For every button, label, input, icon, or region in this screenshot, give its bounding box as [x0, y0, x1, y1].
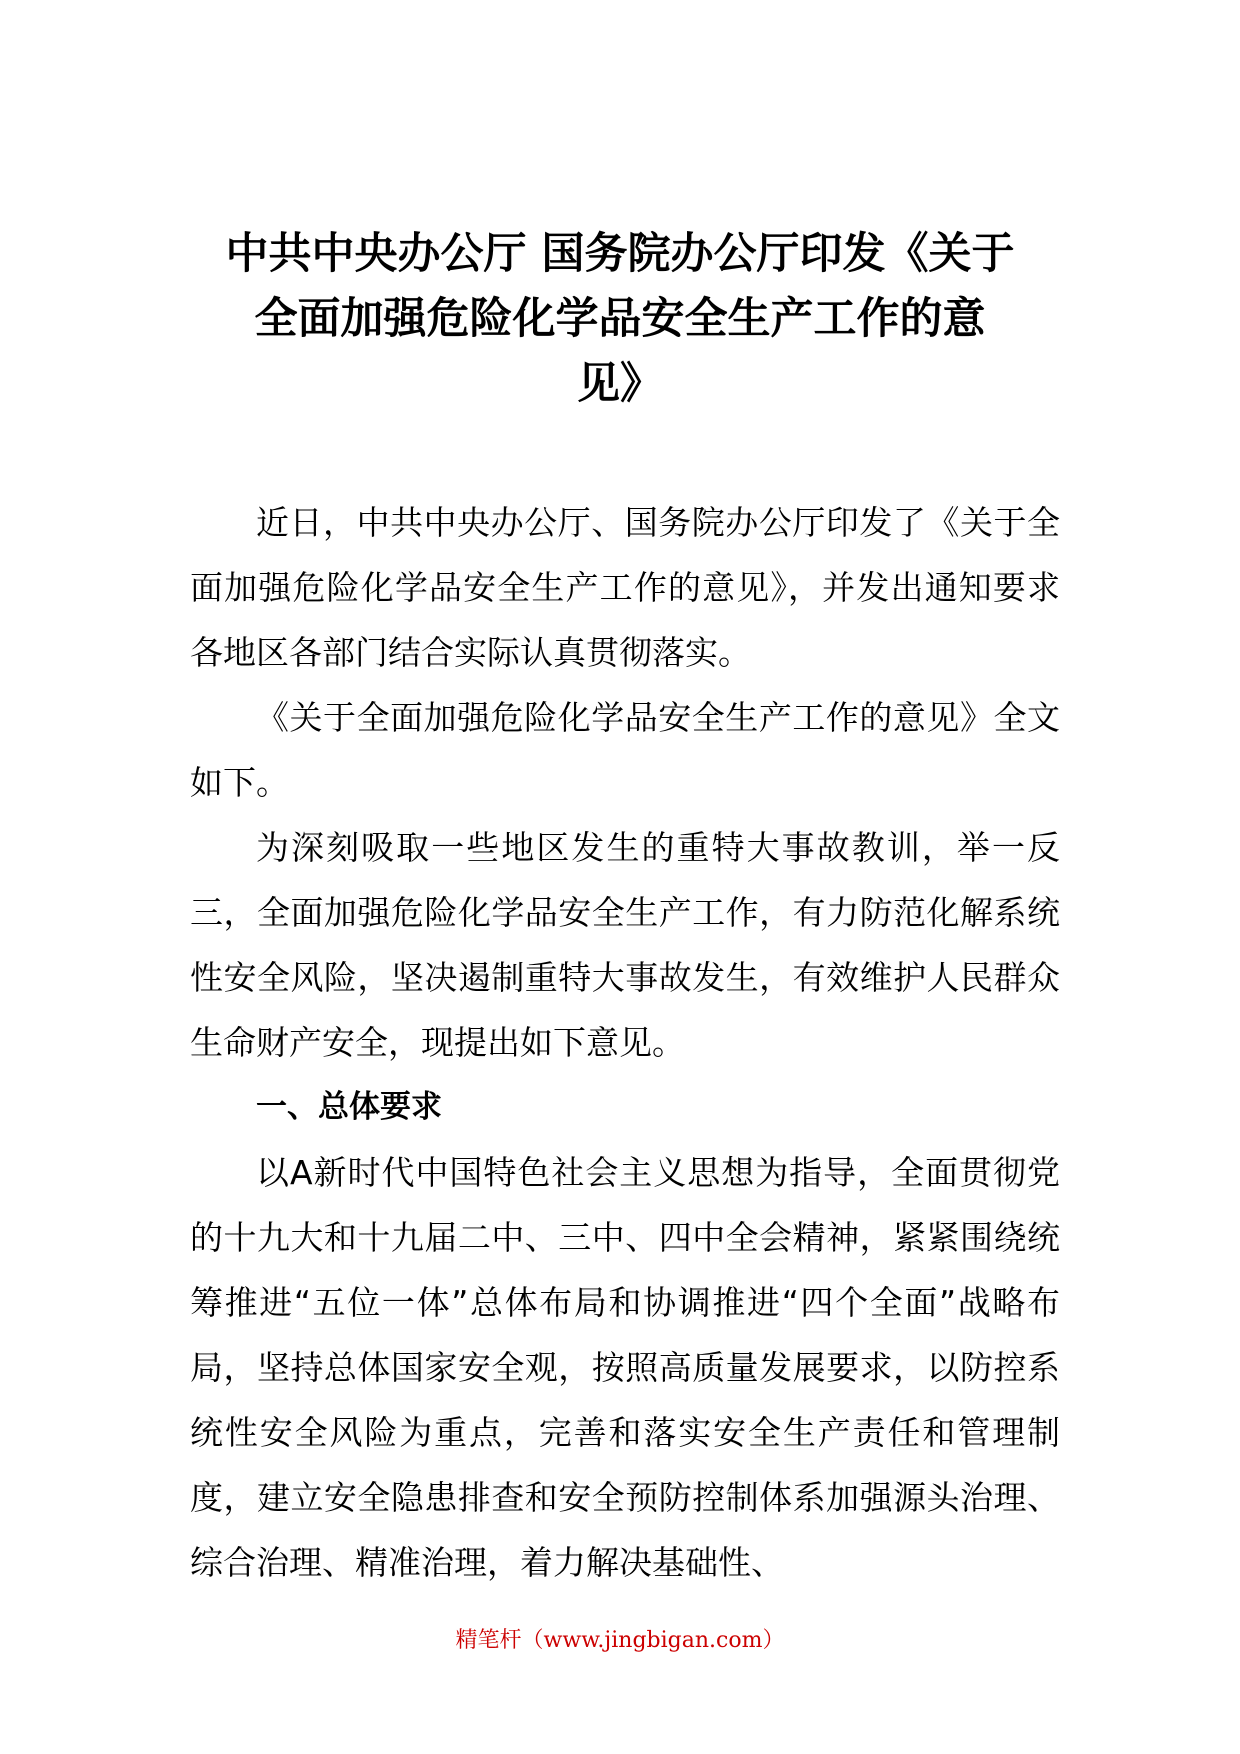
- section-heading-general-requirements: 一、总体要求: [256, 1089, 442, 1125]
- paragraph-guiding-thought: 以A新时代中国特色社会主义思想为指导，全面贯彻党的十九大和十九届二中、三中、四中全会精神，紧紧围绕统筹推进“五位一体”总体布局和协调推进“四个全面”战略布局，坚持总体国家安全观，按照高质量发展要求，以防控系统性安全风险为重点，完善和落实安全生产责任和管理制度，建立安全隐患排查和安全预防控制体系加强源头治理、综合治理、精准治理，着力解决基础性、: [190, 1153, 1060, 1582]
- document-title: [190, 222, 1050, 417]
- paragraph-fulltext-note: 《关于全面加强危险化学品安全生产工作的意见》全文如下。: [190, 698, 1060, 802]
- title-line-1: 中共中央办公厅 国务院办公厅印发《关于: [225, 229, 1015, 279]
- title-line-3: 见》: [577, 359, 663, 409]
- paragraph-intro: 近日，中共中央办公厅、国务院办公厅印发了《关于全面加强危险化学品安全生产工作的意见》，并发出通知要求各地区各部门结合实际认真贯彻落实。: [190, 503, 1060, 672]
- title-line-2: 全面加强危险化学品安全生产工作的意: [254, 294, 986, 344]
- paragraph-purpose: 为深刻吸取一些地区发生的重特大事故教训，举一反三，全面加强危险化学品安全生产工作，有力防范化解系统性安全风险，坚决遏制重特大事故发生，有效维护人民群众生命财产安全，现提出如下意见。: [190, 828, 1060, 1062]
- document-body: [190, 490, 1060, 1595]
- footer-watermark: 精笔杆（www.jingbigan.com）: [455, 1628, 785, 1653]
